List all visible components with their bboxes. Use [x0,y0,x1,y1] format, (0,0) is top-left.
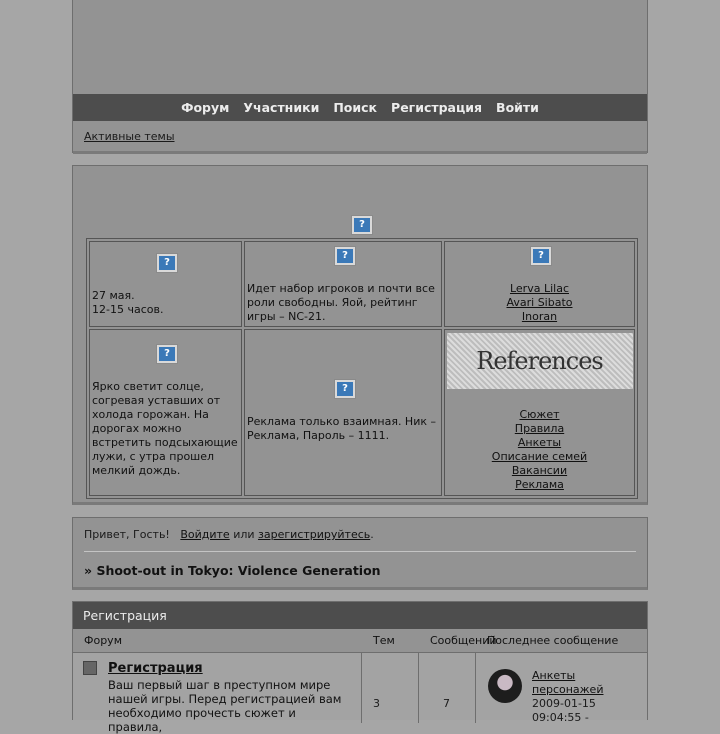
forum-description: Ваш первый шаг в преступном мире нашей игры. Перед регистрацией вам необходимо прочесть сюжет и правила, [108,678,342,734]
active-topics-link[interactable]: Активные темы [84,129,175,143]
menu-item-register[interactable]: Регистрация [391,100,483,115]
breadcrumb [84,563,381,578]
main-menu [73,94,647,121]
broken-image-icon: ? [157,345,177,363]
forum-cell-posts [418,653,476,723]
greeting-line [84,528,374,541]
link-families[interactable]: Описание семей [491,450,588,463]
column-forum: Форум [84,634,122,647]
column-topics: Тем [373,634,395,647]
last-post-link[interactable]: Анкеты персонажей [532,669,604,696]
link-advertising[interactable]: Реклама [515,478,564,491]
login-link[interactable]: Войдите [180,528,230,541]
column-headers [73,629,647,653]
broken-image-icon: ? [157,254,177,272]
link-plot[interactable]: Сюжет [519,408,560,421]
topic-count: 3 [373,697,380,710]
announcement-block [72,165,648,505]
announcement-cell-recruiting [244,241,442,327]
forum-category [72,601,648,734]
link-profiles[interactable]: Анкеты [517,436,562,449]
recruiting-text: Идет набор игроков и почти все роли свободны. Яой, рейтинг игры – NC-21. [247,282,435,323]
avatar[interactable] [488,669,522,703]
or-text: или [233,528,255,541]
broken-image-icon: ? [531,247,551,265]
post-count: 7 [443,697,450,710]
weather-text: Ярко светит солце, согревая уставших от холода горожан. На дорогах можно встретить подсыхающие лужи, с утра прошел мелкий дождь. [92,380,238,477]
menu-item-members[interactable]: Участники [243,100,320,115]
announcement-cell-weather [89,329,242,496]
admin-link-lerva-lilac[interactable]: Lerva Lilac [509,282,569,295]
link-rules[interactable]: Правила [514,422,565,435]
date-text: 27 мая. [92,289,135,302]
period-text: . [370,528,374,541]
column-posts: Сообщений [430,634,497,647]
forum-status-icon [83,661,97,675]
announcement-cell-advertising [244,329,442,496]
sub-navigation [73,121,647,154]
column-last-post: Последнее сообщение [487,634,619,647]
references-banner: References [447,333,633,389]
forum-title-link[interactable]: Регистрация [108,661,203,676]
forum-row [73,653,647,734]
menu-item-search[interactable]: Поиск [333,100,378,115]
menu-item-login[interactable]: Войти [496,100,539,115]
broken-image-icon: ? [335,380,355,398]
category-title[interactable]: Регистрация [73,602,647,629]
announcement-cell-date [89,241,242,327]
forum-header [72,0,648,153]
time-text: 12-15 часов. [92,303,164,316]
broken-image-icon: ? [352,216,372,234]
admin-link-inoran[interactable]: Inoran [521,310,558,323]
forum-cell-topics [361,653,419,723]
broken-image-icon: ? [335,247,355,265]
welcome-block [72,517,648,590]
divider [84,551,636,552]
last-post-date: 2009-01-15 09:04:55 - [532,697,596,724]
header-banner [73,0,647,94]
announcement-cell-references [444,329,635,496]
link-vacancies[interactable]: Вакансии [511,464,568,477]
forum-name[interactable]: Shoot-out in Tokyo: Violence Generation [96,563,381,578]
announcement-cell-admins [444,241,635,327]
breadcrumb-arrow: » [84,563,93,578]
admin-link-avari-sibato[interactable]: Avari Sibato [506,296,573,309]
greeting-text: Привет, Гость! [84,528,170,541]
menu-item-forum[interactable]: Форум [181,100,230,115]
register-link[interactable]: зарегистрируйтесь [258,528,371,541]
advertising-text: Реклама только взаимная. Ник – Реклама, Пароль – 1111. [247,415,436,442]
announcement-table [86,238,638,499]
